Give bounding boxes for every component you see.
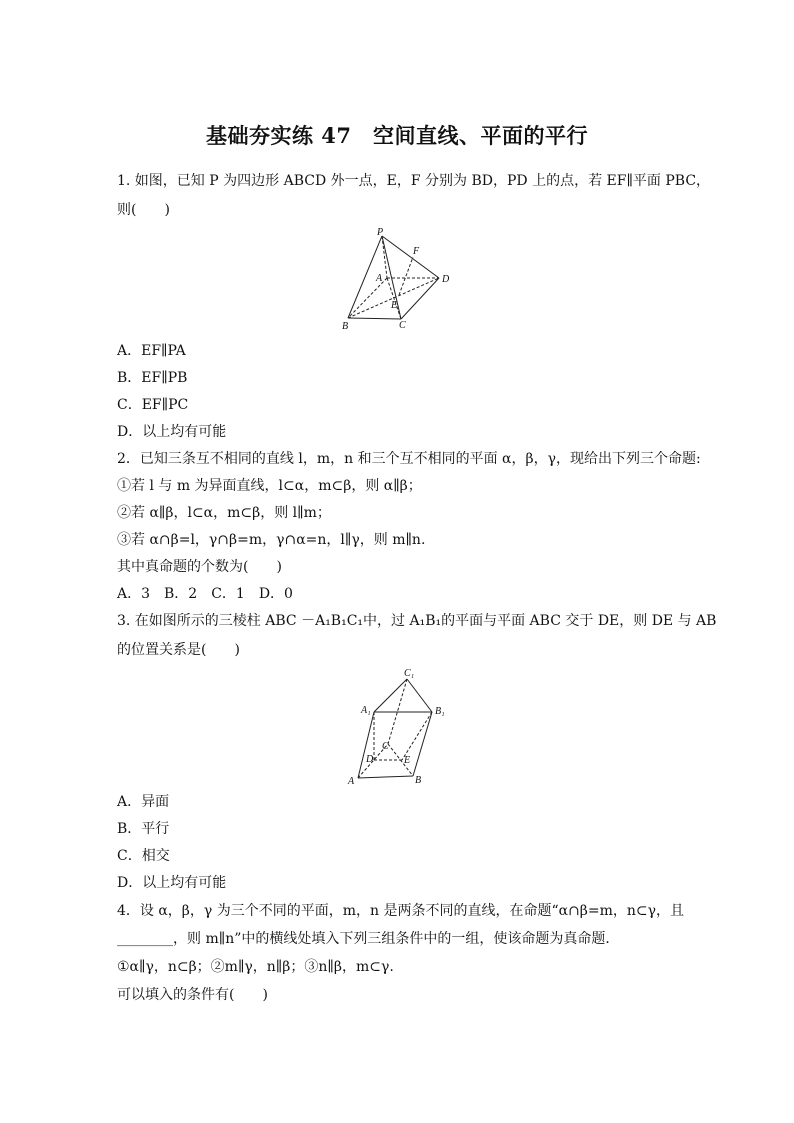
label-E: E: [391, 300, 398, 311]
q3-stem-line2: 的位置关系是( ): [117, 642, 240, 658]
segment-B1E: [402, 712, 432, 760]
q2-ask: 其中真命题的个数为( ): [117, 559, 282, 575]
q4-stem-line2: ________，则 m∥n”中的横线处填入下列三组条件中的一组，使该命题为真命题．: [117, 931, 620, 947]
label-B1: B₁: [435, 706, 445, 717]
q2-proposition-1: ①若 l 与 m 为异面直线，l⊂α，m⊂β，则 α∥β；: [117, 478, 422, 494]
label-C: C: [399, 320, 406, 331]
segment-EF: [399, 257, 413, 295]
label-D: D: [366, 754, 374, 765]
q3-option-c: C．相交: [117, 848, 170, 864]
q2-options: A．3 B．2 C．1 D．0: [117, 586, 293, 602]
label-B: B: [342, 321, 349, 332]
label-A: A: [376, 273, 383, 284]
q3-option-d: D．以上均有可能: [117, 875, 227, 891]
q3-stem-line1: 3. 在如图所示的三棱柱 ABC －A₁B₁C₁中，过 A₁B₁的平面与平面 ABC 交于 DE，则 DE 与 AB: [117, 613, 717, 629]
label-B: B: [415, 775, 422, 786]
q4-ask: 可以填入的条件有( ): [117, 987, 268, 1003]
edge-AB: [358, 776, 413, 778]
q1-stem-line2: 则( ): [117, 202, 170, 218]
edge-C1B1: [407, 679, 432, 712]
q2-proposition-3: ③若 α∩β=l，γ∩β=m，γ∩α=n，l∥γ，则 m∥n.: [117, 532, 426, 548]
q3-prism-figure: [340, 664, 470, 792]
q1-pyramid-figure: [335, 224, 465, 340]
q1-option-a: A．EF∥PA: [117, 343, 186, 359]
q2-stem: 2．已知三条互不相同的直线 l，m，n 和三个互不相同的平面 α，β，γ，现给出下列三个命题:: [117, 451, 701, 467]
edge-BC: [348, 318, 401, 319]
edge-PA: [382, 236, 387, 278]
label-F: F: [413, 246, 420, 257]
q1-option-b: B．EF∥PB: [117, 370, 188, 386]
q4-conditions: ①α∥γ，n⊂β；②m∥γ，n∥β；③n∥β，m⊂γ.: [117, 959, 394, 975]
label-C: C: [382, 741, 389, 752]
q4-stem-line1: 4．设 α，β，γ 为三个不同的平面，m，n 是两条不同的直线，在命题“α∩β=m，n⊂γ，且: [117, 903, 685, 919]
label-A: A: [348, 776, 355, 787]
label-E: E: [404, 755, 411, 766]
edge-AC: [387, 278, 401, 319]
q3-option-a: A．异面: [117, 794, 170, 810]
label-A1: A₁: [361, 705, 371, 716]
label-P: P: [377, 227, 384, 238]
edge-B1B: [413, 712, 432, 776]
page-title: 基础夯实练 47 空间直线、平面的平行: [205, 123, 589, 148]
label-D: D: [442, 274, 450, 285]
q1-stem-line1: 1. 如图，已知 P 为四边形 ABCD 外一点，E，F 分别为 BD，PD 上的点，若 EF∥平面 PBC，: [117, 173, 711, 189]
label-C1: C₁: [404, 668, 415, 679]
edge-A1A: [358, 712, 374, 778]
q1-option-c: C．EF∥PC: [117, 397, 189, 413]
q2-proposition-2: ②若 α∥β，l⊂α，m⊂β，则 l∥m；: [117, 505, 331, 521]
q1-option-d: D．以上均有可能: [117, 424, 227, 440]
edge-CD: [401, 278, 439, 319]
q3-option-b: B．平行: [117, 821, 170, 837]
edge-AB: [348, 278, 387, 318]
